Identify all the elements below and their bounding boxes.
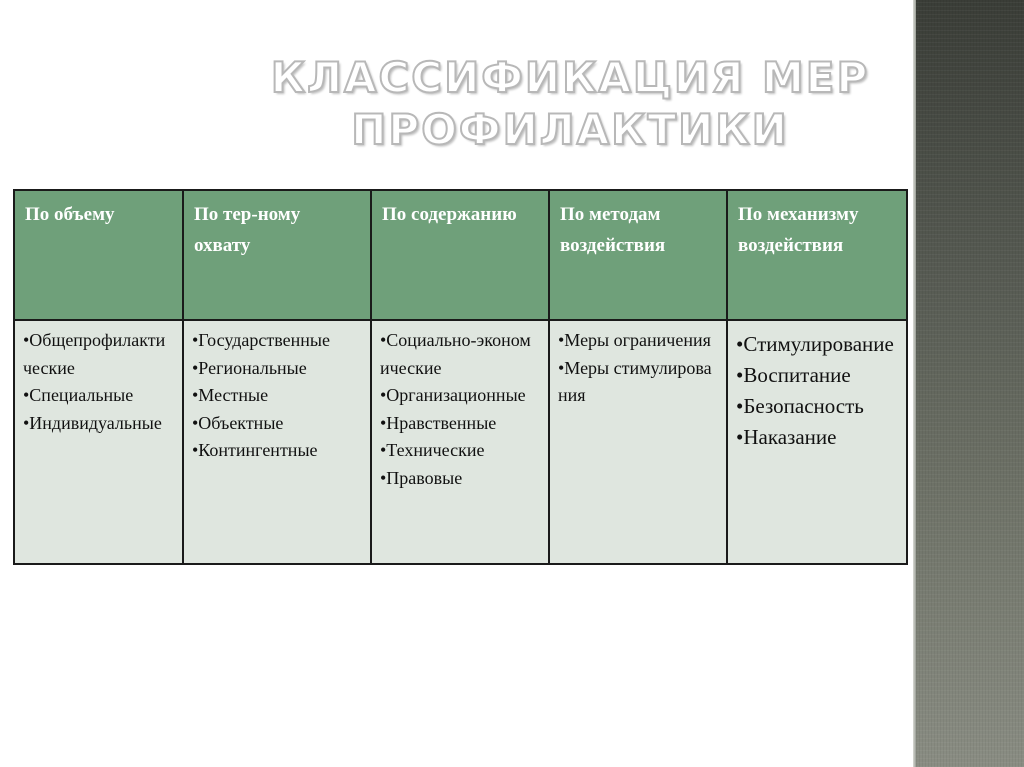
list-item: •Организационные — [380, 385, 526, 405]
list-item: •Общепрофилактические — [23, 330, 166, 378]
cell-by-impact-mechanism — [727, 320, 907, 564]
list-item: •Социально-экономические — [380, 330, 531, 378]
decorative-side-panel — [913, 0, 1024, 767]
cell-by-volume — [14, 320, 183, 564]
title-line-1: КЛАССИФИКАЦИЯ МЕР — [270, 53, 870, 102]
classification-table — [13, 189, 908, 565]
title-line-2: ПРОФИЛАКТИКИ — [351, 105, 789, 154]
table-header-row — [14, 190, 907, 320]
cell-by-content — [371, 320, 549, 564]
list-item: •Стимулирование — [736, 332, 894, 356]
list-item: •Меры стимулирования — [558, 357, 712, 405]
list-item: •Региональные — [192, 357, 307, 378]
cell-by-territorial-coverage — [183, 320, 371, 564]
list-item: •Меры ограничения — [558, 330, 711, 350]
list-item: •Индивидуальные — [23, 412, 162, 433]
header-by-territorial-coverage: По тер-ному охвату — [183, 190, 371, 320]
list-item: •Технические — [380, 440, 485, 460]
header-by-content: По содержанию — [371, 190, 549, 320]
side-panel-edge — [913, 0, 916, 767]
list-item: •Безопасность — [736, 394, 864, 418]
cell-by-impact-methods — [549, 320, 727, 564]
table-body-row — [14, 320, 907, 564]
list-item: •Воспитание — [736, 363, 851, 387]
list-item: •Специальные — [23, 385, 134, 405]
list-item: •Государственные — [192, 330, 330, 350]
header-by-impact-mechanism: По механизму воздействия — [727, 190, 907, 320]
list-item: •Наказание — [736, 425, 837, 449]
list-item: •Нравственные — [380, 412, 497, 433]
list-item: •Местные — [192, 385, 269, 405]
list-item: •Правовые — [380, 467, 463, 488]
list-item: •Объектные — [192, 412, 284, 433]
list-item: •Контингентные — [192, 440, 318, 460]
slide-title — [250, 52, 890, 156]
header-by-impact-methods: По методам воздействия — [549, 190, 727, 320]
header-by-volume: По объему — [14, 190, 183, 320]
